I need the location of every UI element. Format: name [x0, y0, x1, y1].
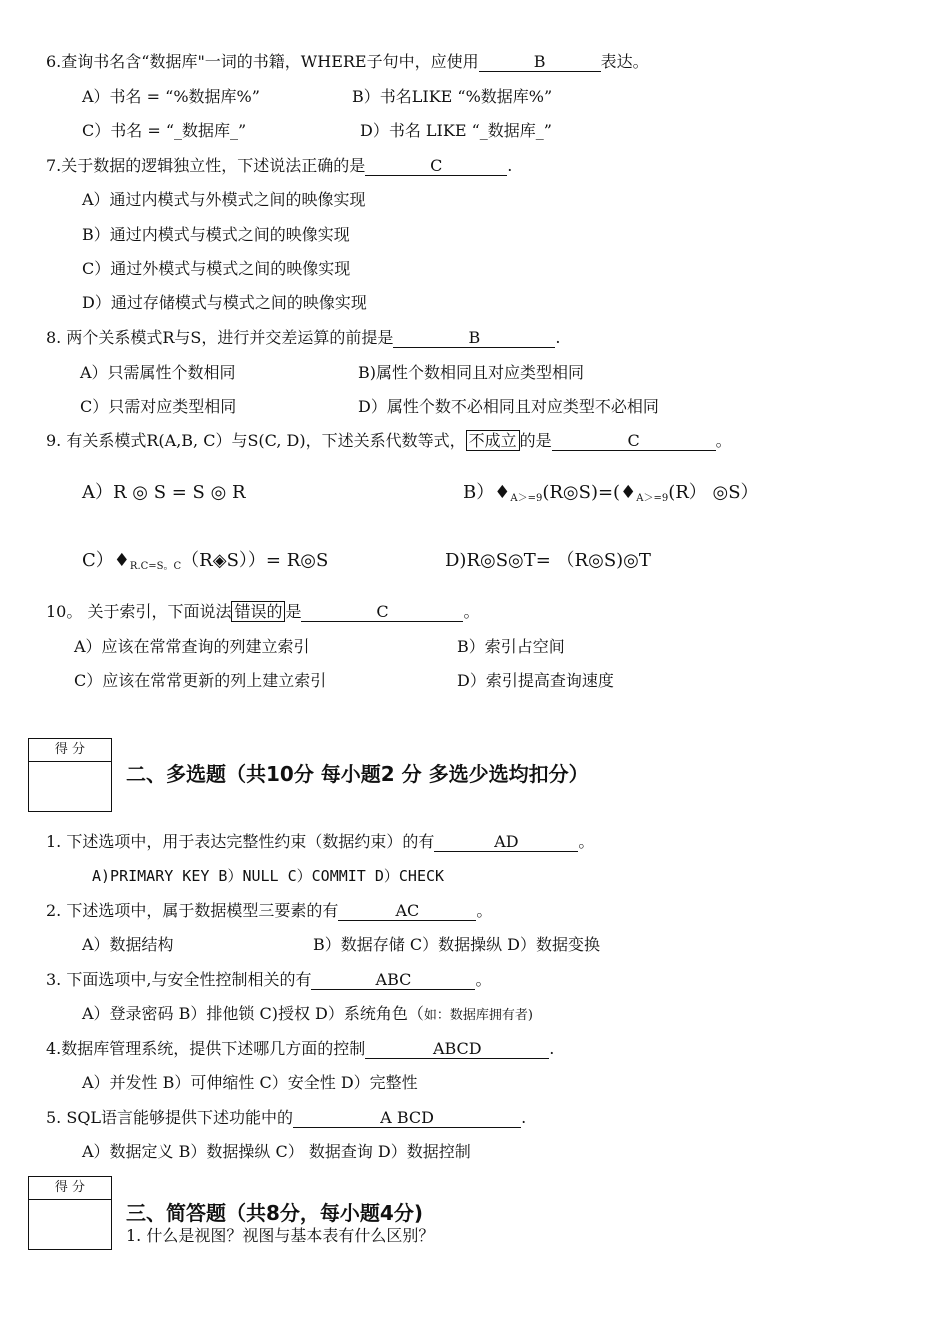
section-2-title: 二、多选题（共10分 每小题2 分 多选少选均扣分） — [126, 762, 589, 786]
q9-option-a: A）R ◎ S = S ◎ R — [82, 482, 246, 503]
s2-q3-options-text: A）登录密码 B）排他锁 C)授权 D）系统角色（ — [82, 1004, 424, 1023]
s2-q3-note: 如：数据库拥有者) — [423, 1008, 533, 1023]
score-box-2[interactable] — [28, 1176, 112, 1250]
s2-q5-text: 5. SQL语言能够提供下述功能中的 — [46, 1108, 294, 1127]
q10-option-b: B）索引占空间 — [457, 637, 565, 656]
s2-q4-options: A）并发性 B）可伸缩性 C）安全性 D）完整性 — [82, 1073, 418, 1092]
q9-option-c — [82, 550, 328, 578]
q8-text: 8. 两个关系模式R与S，进行并交差运算的前提是 — [46, 328, 394, 347]
s2-q5-answer: A BCD — [293, 1109, 521, 1128]
s2-q3-stem — [46, 969, 491, 991]
q6-option-b: B）书名LIKE “%数据库%” — [352, 87, 553, 106]
q8-option-a: A）只需属性个数相同 — [80, 363, 236, 382]
q6-option-d: D）书名 LIKE “_数据库_” — [360, 121, 552, 140]
s2-q4-answer: ABCD — [365, 1040, 549, 1059]
q7-suffix: . — [507, 156, 513, 175]
q7-option-d: D）通过存储模式与模式之间的映像实现 — [82, 293, 367, 312]
q10-answer: C — [301, 603, 463, 622]
q9-b-prefix: B） — [463, 482, 495, 503]
q6-answer: B — [479, 53, 601, 72]
s2-q2-options-rest: B）数据存储 C）数据操纵 D）数据变换 — [313, 935, 601, 954]
q10-suffix: 。 — [463, 602, 480, 621]
q8-option-c: C）只需对应类型相同 — [80, 397, 237, 416]
q8-answer: B — [393, 329, 555, 348]
q6-suffix: 表达。 — [600, 52, 649, 71]
s2-q1-answer: AD — [434, 833, 578, 852]
q9-option-d: D)R◎S◎T= （R◎S)◎T — [445, 550, 651, 571]
select-symbol: ♦ — [620, 482, 637, 503]
q8-stem — [46, 327, 560, 349]
q9-stem — [46, 430, 732, 452]
s2-q2-stem — [46, 900, 492, 922]
q7-option-a: A）通过内模式与外模式之间的映像实现 — [82, 190, 366, 209]
q8-option-d: D）属性个数不必相同且对应类型不必相同 — [358, 397, 659, 416]
q9-c-post: （R◈S））= R◎S — [181, 550, 329, 571]
s2-q2-text: 2. 下述选项中，属于数据模型三要素的有 — [46, 901, 339, 920]
q8-option-b: B)属性个数相同且对应类型相同 — [358, 363, 585, 382]
s2-q2-option-a: A）数据结构 — [82, 935, 174, 954]
q9-suffix: 。 — [715, 431, 732, 450]
q7-stem — [46, 155, 512, 177]
s3-q1-text: 1. 什么是视图？视图与基本表有什么区别？ — [126, 1226, 435, 1245]
q10-text: 10。 关于索引，下面说法 — [46, 602, 232, 621]
score-box[interactable] — [28, 738, 112, 812]
s2-q5-options: A）数据定义 B）数据操纵 C） 数据查询 D）数据控制 — [82, 1142, 471, 1161]
select-symbol: ♦ — [113, 550, 130, 571]
s2-q1-text: 1. 下述选项中，用于表达完整性约束（数据约束）的有 — [46, 832, 435, 851]
s2-q5-stem — [46, 1107, 526, 1129]
s2-q3-answer: ABC — [311, 971, 475, 990]
s2-q1-suffix: 。 — [578, 832, 595, 851]
s2-q1-stem — [46, 831, 594, 853]
q9-c-condition: R.C=S。C — [129, 561, 182, 572]
s2-q1-options: A)PRIMARY KEY B）NULL C）COMMIT D）CHECK — [92, 867, 445, 885]
q7-answer: C — [365, 157, 507, 176]
q7-option-c: C）通过外模式与模式之间的映像实现 — [82, 259, 351, 278]
q6-option-a: A）书名 = “%数据库%” — [82, 87, 260, 106]
q10-stem — [46, 601, 480, 623]
q6-text: 6.查询书名含“数据库"一词的书籍，WHERE子句中，应使用 — [46, 52, 479, 71]
q9-b-post: (R） ◎S） — [668, 482, 759, 503]
q9-boxed-keyword: 不成立 — [466, 430, 520, 451]
s2-q3-suffix: 。 — [475, 970, 492, 989]
s2-q2-suffix: 。 — [476, 901, 493, 920]
s2-q4-suffix: . — [549, 1039, 555, 1058]
s2-q4-text: 4.数据库管理系统，提供下述哪几方面的控制 — [46, 1039, 366, 1058]
q9-answer: C — [552, 432, 716, 451]
q6-option-c: C）书名 = “_数据库_” — [82, 121, 247, 140]
q7-text: 7.关于数据的逻辑独立性，下述说法正确的是 — [46, 156, 366, 175]
score-label: 得 分 — [29, 739, 111, 762]
select-symbol: ♦ — [494, 482, 511, 503]
q9-c-prefix: C） — [82, 550, 114, 571]
q10-option-a: A）应该在常常查询的列建立索引 — [74, 637, 310, 656]
q8-suffix: . — [555, 328, 561, 347]
s2-q3-options — [82, 1003, 533, 1027]
s2-q5-suffix: . — [521, 1108, 527, 1127]
s2-q4-stem — [46, 1038, 554, 1060]
q10-mid: 是 — [285, 602, 302, 621]
q7-option-b: B）通过内模式与模式之间的映像实现 — [82, 225, 350, 244]
q10-option-d: D）索引提高查询速度 — [457, 671, 614, 690]
q9-b-mid: (R◎S)=( — [542, 482, 621, 503]
q6-stem — [46, 51, 649, 73]
q9-option-b — [463, 482, 759, 510]
q9-b-condition: A＞=9 — [510, 493, 543, 504]
q10-option-c: C）应该在常常更新的列上建立索引 — [74, 671, 327, 690]
section-3-title: 三、简答题（共8分，每小题4分) — [126, 1201, 423, 1225]
q9-text: 9. 有关系模式R(A,B, C）与S(C, D)，下述关系代数等式， — [46, 431, 466, 450]
score-label-2: 得 分 — [29, 1177, 111, 1200]
s2-q3-text: 3. 下面选项中,与安全性控制相关的有 — [46, 970, 312, 989]
q9-mid: 的是 — [519, 431, 552, 450]
q10-boxed-keyword: 错误的 — [231, 601, 285, 622]
q9-b-condition-2: A＞=9 — [636, 493, 669, 504]
s2-q2-answer: AC — [338, 902, 476, 921]
